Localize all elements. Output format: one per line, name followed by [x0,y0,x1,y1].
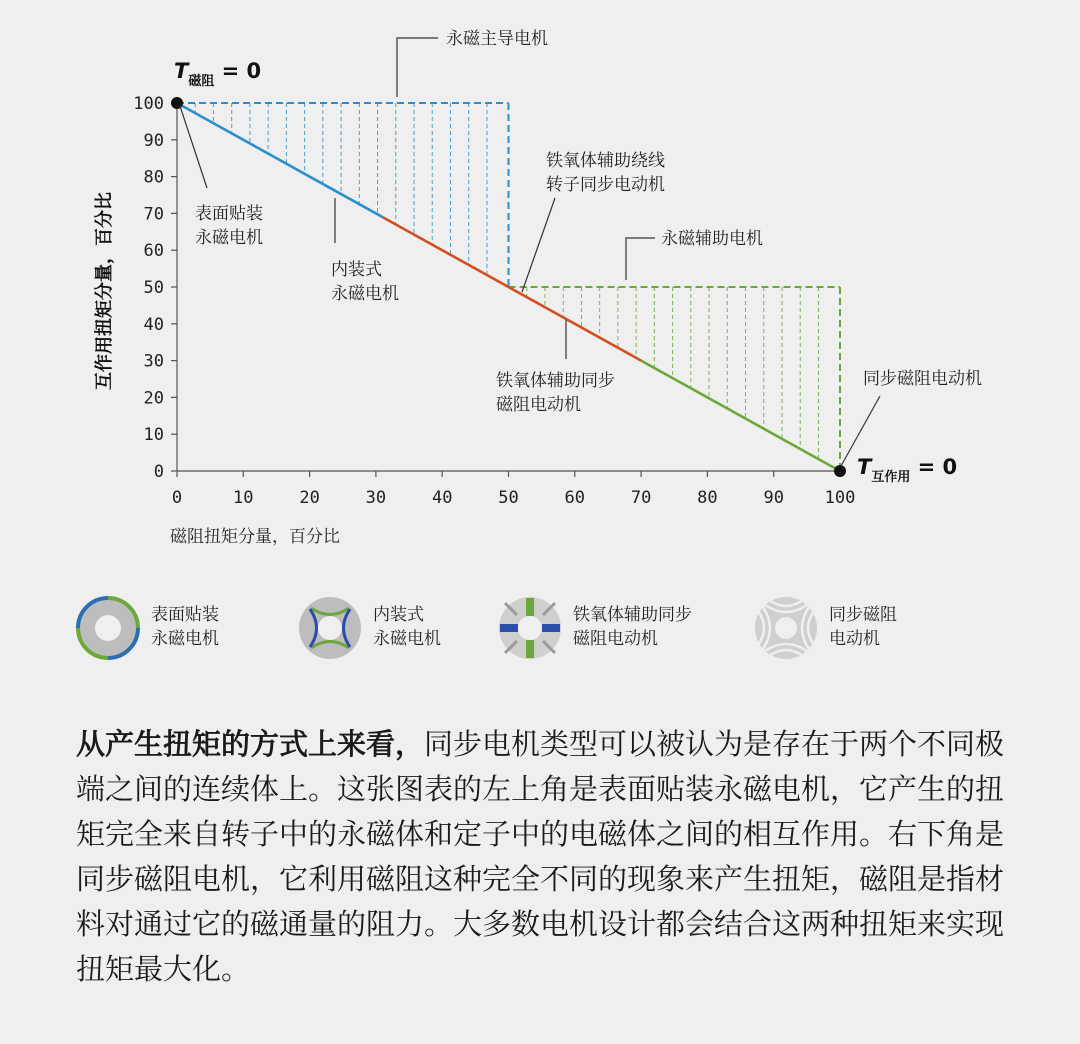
x-tick-label: 70 [630,488,652,508]
x-tick-label: 80 [697,488,718,508]
synchronous-reluctance-rotor-icon [753,595,819,661]
y-tick-label: 20 [143,388,164,409]
y-tick-label: 70 [143,204,164,225]
y-tick-label: 40 [143,314,164,335]
chart-annotations [174,29,982,485]
legend-label-line2: 磁阻电动机 [573,629,658,649]
ferrite-assisted-rotor-icon [497,595,563,661]
annotation-label: 铁氧体辅助绕线转子同步电动机 [546,151,665,195]
legend-label-line1: 同步磁阻 [829,605,897,625]
region-label: 永磁辅助电机 [661,229,763,249]
x-tick-label: 10 [233,488,254,508]
series-line-segment [177,103,383,217]
y-tick-label: 10 [143,425,164,446]
x-tick-label: 0 [171,488,183,508]
interior-pm-rotor-icon [297,595,363,661]
caption-paragraph [76,722,1026,992]
y-tick-label: 80 [143,167,164,188]
annotation-label: 同步磁阻电动机 [863,369,982,389]
endpoint-marker [834,465,846,477]
region-label-leader [397,38,438,97]
annotation-label: 铁氧体辅助同步磁阻电动机 [496,371,615,415]
y-axis-label: 互作用扭矩分量，百分比 [94,192,115,390]
y-tick-label: 90 [143,130,164,151]
endpoint-label: $T_{互作用} = 0$ [857,455,958,485]
surface-pm-rotor-icon [75,595,141,661]
y-tick-label: 60 [143,241,164,262]
x-tick-label: 30 [365,488,387,508]
x-tick-label: 60 [564,488,586,508]
region-label-leader [626,238,655,280]
legend-label-line2: 永磁电机 [151,629,219,649]
legend-label-line1: 内装式 [373,605,424,625]
x-axis-label: 磁阻扭矩分量，百分比 [170,527,340,547]
caption-bold-lead: 从产生扭矩的方式上来看， [76,727,425,761]
legend-label-line1: 表面贴装 [151,605,219,625]
x-tick-label: 90 [763,488,784,508]
x-tick-label: 50 [498,488,519,508]
x-tick-label: 20 [299,488,320,508]
series-line-segment [641,361,840,471]
x-tick-label: 100 [824,488,856,508]
region-label: 永磁主导电机 [446,29,548,49]
endpoint-label: $T_{磁阻} = 0$ [174,59,262,89]
y-tick-label: 30 [143,351,164,372]
y-tick-label: 50 [143,278,164,298]
y-tick-label: 0 [153,462,164,482]
caption-text: 同步电机类型可以被认为是存在于两个不同极端之间的连续体上。这张图表的左上角是表面贴装永磁电机，它产生的扭矩完全来自转子中的永磁体和定子中的电磁体之间的相互作用。右下角是同步磁阻电机，它利用磁阻这种完全不同的现象来产生扭矩，磁阻是指材料对通过它的磁通量的阻力。大多数电机设计都会结合这两种扭矩来实现扭矩最大化。 [76,727,1005,986]
chart-axes [93,94,855,547]
series-line-segment [383,217,642,361]
annotation-leader [522,198,555,292]
legend-label-line2: 永磁电机 [373,629,441,649]
x-tick-label: 40 [431,488,453,508]
legend-label-line1: 铁氧体辅助同步 [573,605,692,625]
rotor-legend [0,595,1080,665]
legend-label-line2: 电动机 [829,629,880,649]
annotation-label: 内装式永磁电机 [331,260,399,304]
y-tick-label: 100 [133,94,164,114]
annotation-label: 表面贴装永磁电机 [195,204,263,248]
endpoint-marker [171,97,183,109]
